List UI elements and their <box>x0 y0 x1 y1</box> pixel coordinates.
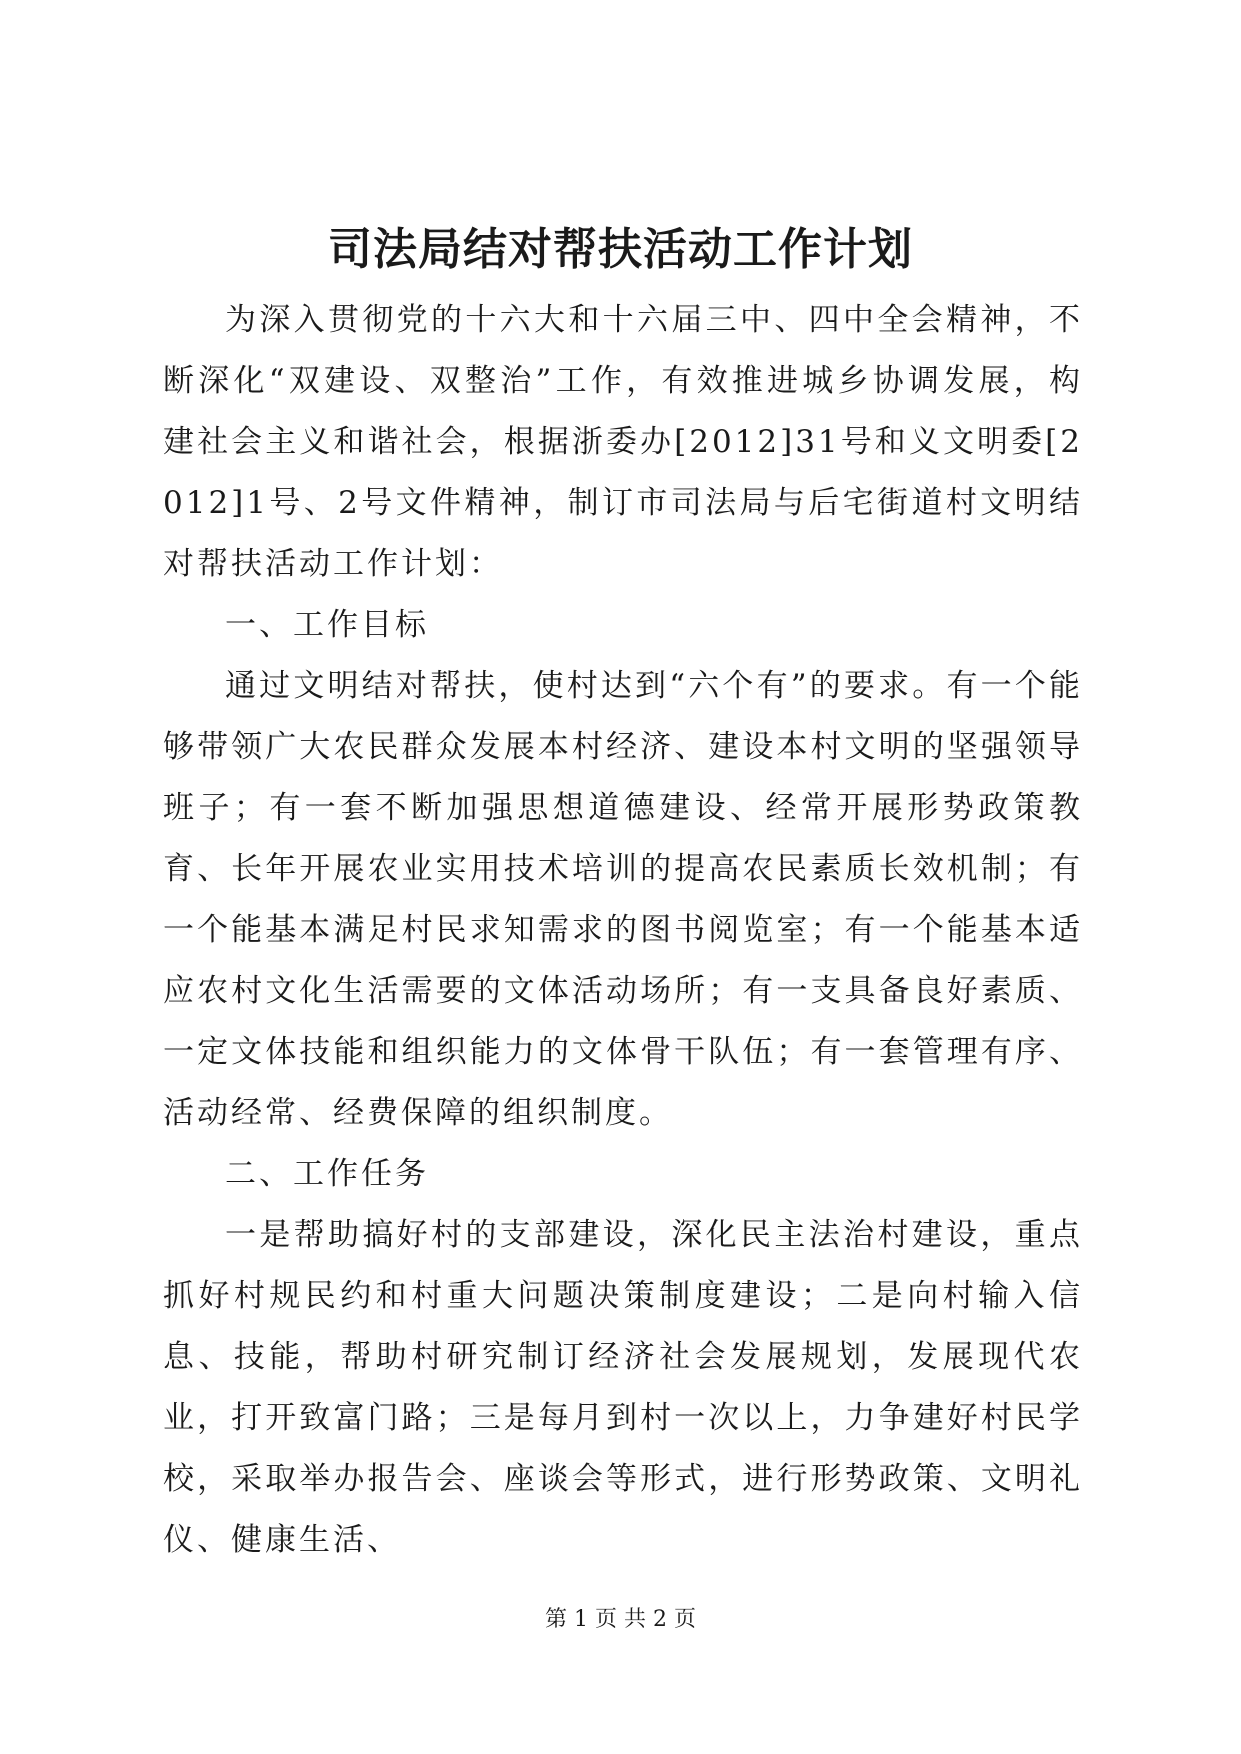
document-title: 司法局结对帮扶活动工作计划 <box>328 224 913 275</box>
tasks-paragraph: 一是帮助搞好村的支部建设，深化民主法治村建设，重点抓好村规民约和村重大问题决策制度建设；二是向村输入信息、技能，帮助村研究制订经济社会发展规划，发展现代农业，打开致富门路；三是每月到村一次以上，力争建好村民学校，采取举办报告会、座谈会等形式，进行形势政策、文明礼仪、健康生活、 <box>163 1217 1083 1558</box>
section-heading-goals: 一、工作目标 <box>225 607 429 643</box>
goals-paragraph: 通过文明结对帮扶，使村达到“六个有”的要求。有一个能够带领广大农民群众发展本村经济、建设本村文明的坚强领导班子；有一套不断加强思想道德建设、经常开展形势政策教育、长年开展农业实用技术培训的提高农民素质长效机制；有一个能基本满足村民求知需求的图书阅览室；有一个能基本适应农村文化生活需要的文体活动场所；有一支具备良好素质、一定文体技能和组织能力的文体骨干队伍；有一套管理有序、活动经常、经费保障的组织制度。 <box>163 668 1083 1131</box>
section-heading-tasks: 二、工作任务 <box>225 1156 429 1192</box>
document-body <box>163 290 1083 1571</box>
page-footer: 第 1 页 共 2 页 <box>545 1607 696 1632</box>
intro-paragraph: 为深入贯彻党的十六大和十六届三中、四中全会精神，不断深化“双建设、双整治”工作，有效推进城乡协调发展，构建社会主义和谐社会，根据浙委办[2012]31号和义文明委[2012]1号、2号文件精神，制订市司法局与后宅街道村文明结对帮扶活动工作计划： <box>163 302 1083 582</box>
